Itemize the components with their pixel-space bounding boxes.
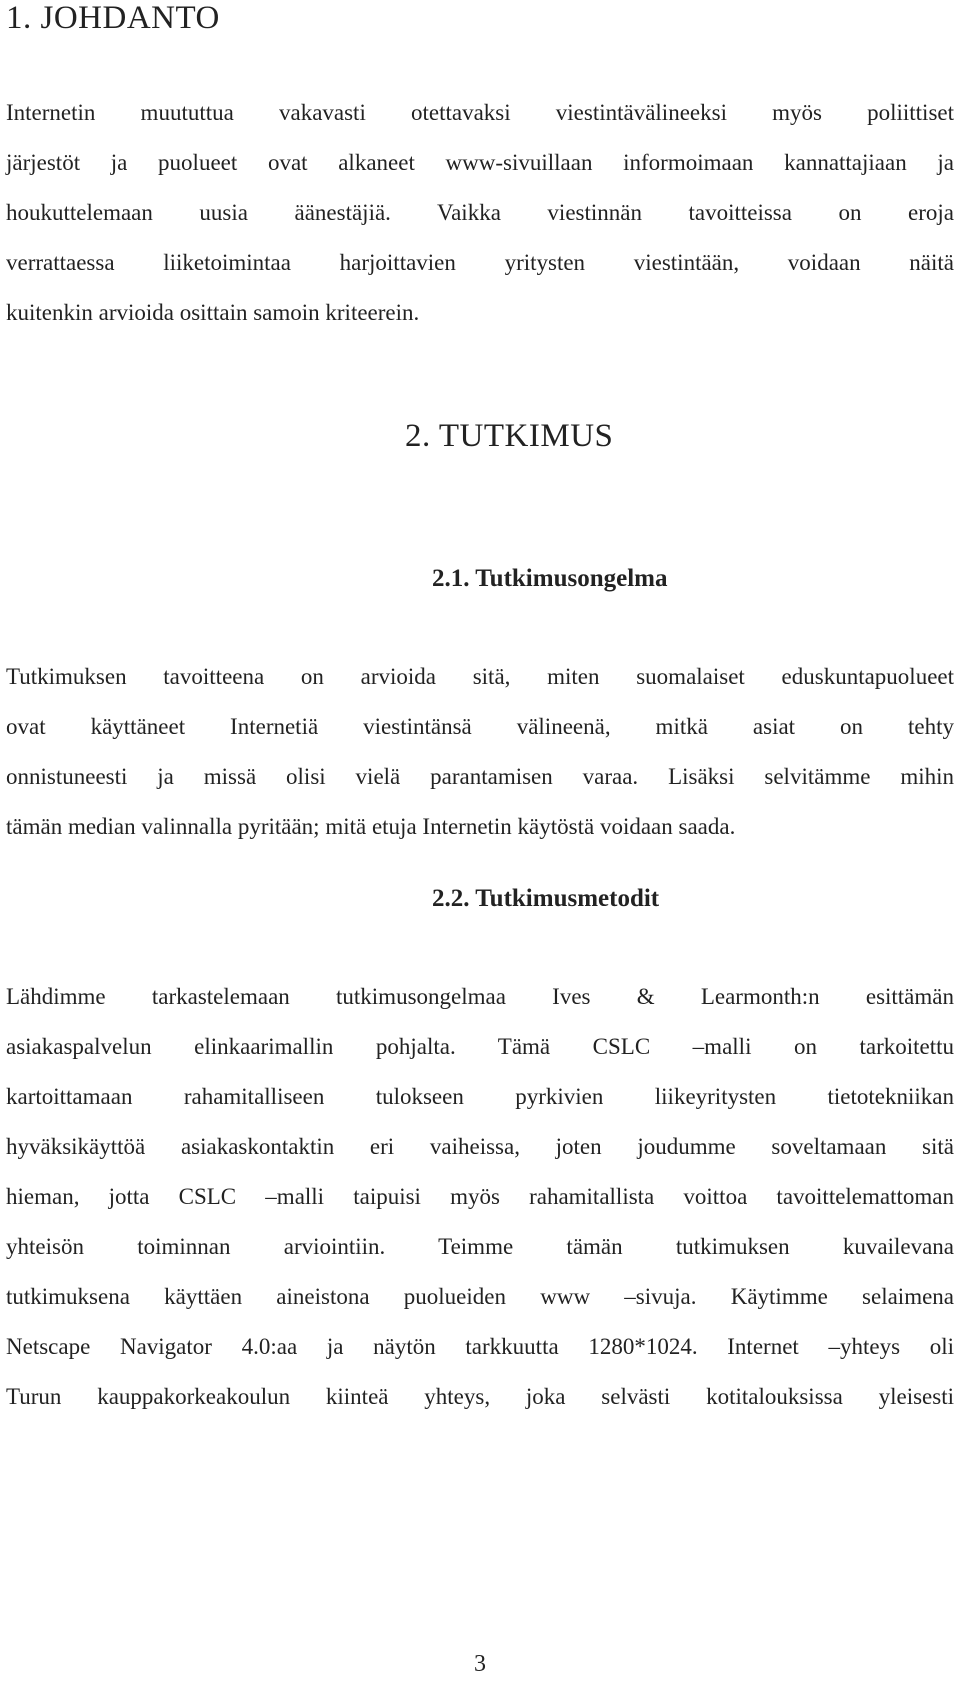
paragraph-problem [6,652,954,852]
paragraph-line: tutkimuksena käyttäen aineistona puolueiden www –sivuja. Käytimme selaimena [6,1284,954,1309]
subsection-heading-methods: 2.2. Tutkimusmetodit [432,885,660,912]
paragraph-methods [6,972,954,1422]
paragraph-line: kuitenkin arvioida osittain samoin kriteerein. [6,300,420,325]
paragraph-line: Lähdimme tarkastelemaan tutkimusongelmaa Ives & Learmonth:n esittämän [6,984,954,1009]
paragraph-line: järjestöt ja puolueet ovat alkaneet www-sivuillaan informoimaan kannattajiaan ja [6,150,954,175]
paragraph-line: Turun kauppakorkeakoulun kiinteä yhteys, joka selvästi kotitalouksissa yleisesti [6,1384,954,1409]
paragraph-line: houkuttelemaan uusia äänestäjiä. Vaikka viestinnän tavoitteissa on eroja [6,200,954,225]
paragraph-line: verrattaessa liiketoimintaa harjoittavien yritysten viestintään, voidaan näitä [6,250,954,275]
paragraph-introduction [6,88,954,338]
paragraph-line: ovat käyttäneet Internetiä viestintänsä välineenä, mitkä asiat on tehty [6,714,954,739]
paragraph-line: tämän median valinnalla pyritään; mitä etuja Internetin käytöstä voidaan saada. [6,814,736,839]
paragraph-line: asiakaspalvelun elinkaarimallin pohjalta. Tämä CSLC –malli on tarkoitettu [6,1034,954,1059]
page-number: 3 [474,1651,486,1677]
section-heading-introduction: 1. JOHDANTO [6,0,220,36]
paragraph-line: onnistuneesti ja missä olisi vielä parantamisen varaa. Lisäksi selvitämme mihin [6,764,954,789]
paragraph-line: yhteisön toiminnan arviointiin. Teimme tämän tutkimuksen kuvailevana [6,1234,954,1259]
paragraph-line: hyväksikäyttöä asiakaskontaktin eri vaiheissa, joten joudumme soveltamaan sitä [6,1134,954,1159]
paragraph-line: Tutkimuksen tavoitteena on arvioida sitä, miten suomalaiset eduskuntapuolueet [6,664,954,689]
paragraph-line: Internetin muututtua vakavasti otettavaksi viestintävälineeksi myös poliittiset [6,100,954,125]
subsection-heading-problem: 2.1. Tutkimusongelma [432,565,668,592]
paragraph-line: hieman, jotta CSLC –malli taipuisi myös rahamitallista voittoa tavoittelemattoman [6,1184,954,1209]
section-heading-research: 2. TUTKIMUS [405,418,614,454]
paragraph-line: Netscape Navigator 4.0:aa ja näytön tarkkuutta 1280*1024. Internet –yhteys oli [6,1334,954,1359]
paragraph-line: kartoittamaan rahamitalliseen tulokseen pyrkivien liikeyritysten tietotekniikan [6,1084,954,1109]
